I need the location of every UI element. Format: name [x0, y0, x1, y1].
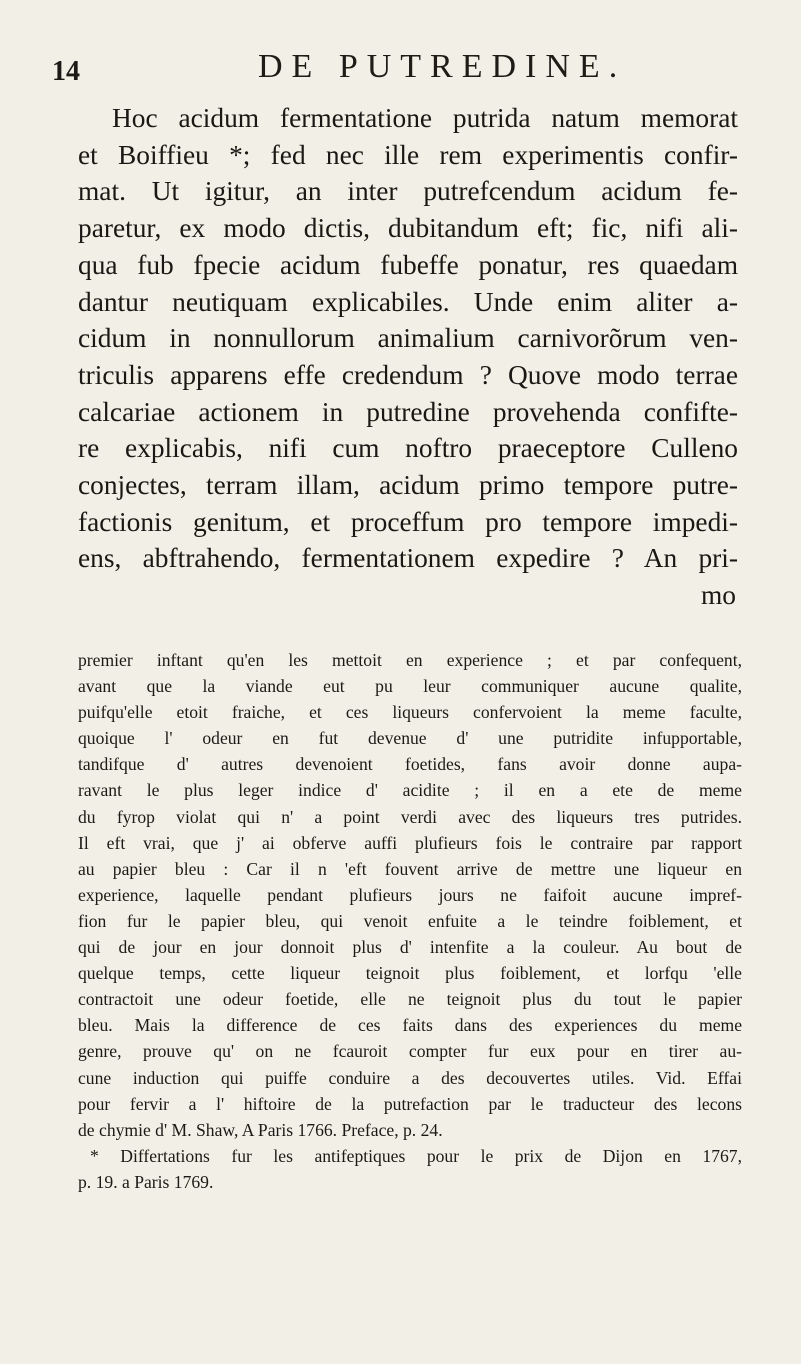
main-text-line: dantur neutiquam explicabiles. Unde enim aliter a- [78, 286, 738, 317]
main-text-line: conjectes, terram illam, acidum primo tempore putre- [78, 470, 738, 501]
footnote-line: au papier bleu : Car il n 'eft fouvent arrive de mettre une liqueur en [78, 858, 742, 879]
footnote-line: quoique l' odeur en fut devenue d' une putridite infupportable, [78, 728, 742, 749]
main-paragraph [78, 100, 738, 614]
main-text-line: qua fub fpecie acidum fubeffe ponatur, res quaedam [78, 249, 738, 280]
footnote-line: quelque temps, cette liqueur teignoit plus foiblement, et lorfqu 'elle [78, 963, 742, 984]
footnote-line: ravant le plus leger indice d' acidite ; il en a ete de meme [78, 780, 742, 801]
footnote-line: pour fervir a l' hiftoire de la putrefaction par le traducteur des lecons [78, 1093, 742, 1114]
main-text-line: et Boiffieu *; fed nec ille rem experimentis confir- [78, 139, 738, 170]
footnote-line: de chymie d' M. Shaw, A Paris 1766. Preface, p. 24. [78, 1119, 443, 1140]
footnote-line: genre, prouve qu' on ne fcauroit compter fur eux pour en tirer au- [78, 1041, 742, 1062]
footnote-line: * Differtations fur les antifeptiques pour le prix de Dijon en 1767, [90, 1145, 742, 1166]
footnote-line: du fyrop violat qui n' a point verdi avec des liqueurs tres putrides. [78, 806, 742, 827]
main-text-line: ens, abftrahendo, fermentationem expedire ? An pri- [78, 543, 738, 574]
page-header [52, 44, 752, 88]
main-text-line: calcariae actionem in putredine provehenda confifte- [78, 396, 738, 427]
footnote-line: qui de jour en jour donnoit plus d' intenfite a la couleur. Au bout de [78, 937, 742, 958]
footnote-line: p. 19. a Paris 1769. [78, 1171, 214, 1192]
main-text-line: mat. Ut igitur, an inter putrefcendum acidum fe- [78, 176, 738, 207]
footnote-line: premier inftant qu'en les mettoit en experience ; et par confequent, [78, 650, 742, 670]
main-text-line: paretur, ex modo dictis, dubitandum eft; fic, nifi ali- [78, 213, 738, 244]
catchword: mo [700, 580, 736, 611]
main-text-line: cidum in nonnullorum animalium carnivorõrum ven- [78, 323, 738, 354]
footnote-line: Il eft vrai, que j' ai obferve auffi plufieurs fois le contraire par rapport [78, 832, 742, 853]
footnote-line: experience, laquelle pendant plufieurs jours ne faifoit aucune impref- [78, 884, 742, 905]
running-title: DE PUTREDINE. [258, 48, 627, 85]
footnote-line: bleu. Mais la difference de ces faits dans des experiences du meme [78, 1015, 742, 1036]
footnote-line: puifqu'elle etoit fraiche, et ces liqueurs confervoient la meme faculte, [78, 702, 742, 723]
main-text-line: re explicabis, nifi cum noftro praeceptore Culleno [78, 433, 738, 464]
footnote-line: fion fur le papier bleu, qui venoit enfuite a le teindre foiblement, et [78, 910, 742, 931]
footnote-line: cune induction qui puiffe conduire a des decouvertes utiles. Vid. Effai [78, 1067, 742, 1088]
page-number: 14 [52, 56, 80, 87]
main-text-line: factionis genitum, et proceffum pro tempore impedi- [78, 506, 738, 537]
footnote-line: tandifque d' autres devenoient foetides, fans avoir donne aupa- [78, 754, 742, 775]
footnote-block [78, 647, 742, 1195]
main-text-line: triculis apparens effe credendum ? Quove modo terrae [78, 359, 738, 390]
main-text-line: Hoc acidum fermentatione putrida natum memorat [112, 103, 738, 133]
footnote-line: contractoit une odeur foetide, elle ne teignoit plus du tout le papier [78, 989, 742, 1010]
footnote-line: avant que la viande eut pu leur communiquer aucune qualite, [78, 676, 742, 697]
